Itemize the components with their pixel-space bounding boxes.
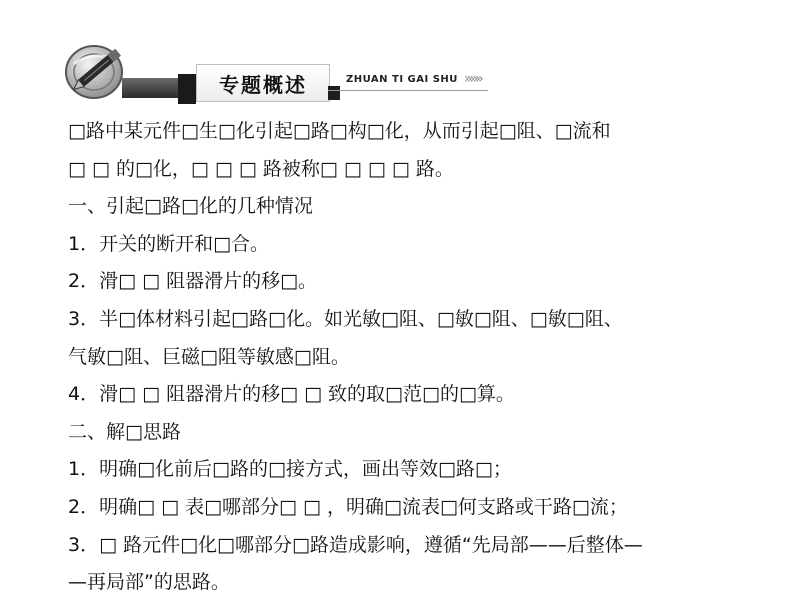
title-box <box>196 64 330 102</box>
text-line: □ □ 的□化，□ □ □ 路被称□ □ □ □ 路。 <box>68 157 454 180</box>
page-title: 专题概述 <box>219 72 307 97</box>
list-item: 3．半□体材料引起□路□化。如光敏□阻、□敏□阻、□敏□阻、 <box>68 307 623 330</box>
header-rule <box>328 90 488 91</box>
list-item: 4．滑□ □ 阻器滑片的移□ □ 致的取□范□的□算。 <box>68 383 515 406</box>
list-item: 2．滑□ □ 阻器滑片的移□。 <box>68 270 318 293</box>
header-band-square <box>178 74 196 104</box>
list-item: 2．明确□ □ 表□哪部分□ □ ，明确□流表□何支路或干路□流； <box>68 495 628 518</box>
list-item: 1．开关的断开和□合。 <box>68 232 270 255</box>
page-subtitle: ZHUAN TI GAI SHU <box>346 74 458 85</box>
body-text <box>68 113 768 602</box>
text-line: —再局部”的思路。 <box>68 571 230 594</box>
text-line: 气敏□阻、巨磁□阻等敏感□阻。 <box>68 345 350 368</box>
section-heading: 二、解□思路 <box>68 420 181 443</box>
list-item: 3．□ 路元件□化□哪部分□路造成影响，遵循“先局部——后整体— <box>68 533 643 556</box>
list-item: 1．明确□化前后□路的□接方式，画出等效□路□； <box>68 458 512 481</box>
chevron-right-icon: »»» <box>464 71 481 87</box>
section-heading: 一、引起□路□化的几种情况 <box>68 195 313 218</box>
text-line: □路中某元件□生□化引起□路□构□化，从而引起□阻、□流和 <box>68 120 611 142</box>
section-header <box>60 34 500 104</box>
title-tail <box>328 86 340 100</box>
